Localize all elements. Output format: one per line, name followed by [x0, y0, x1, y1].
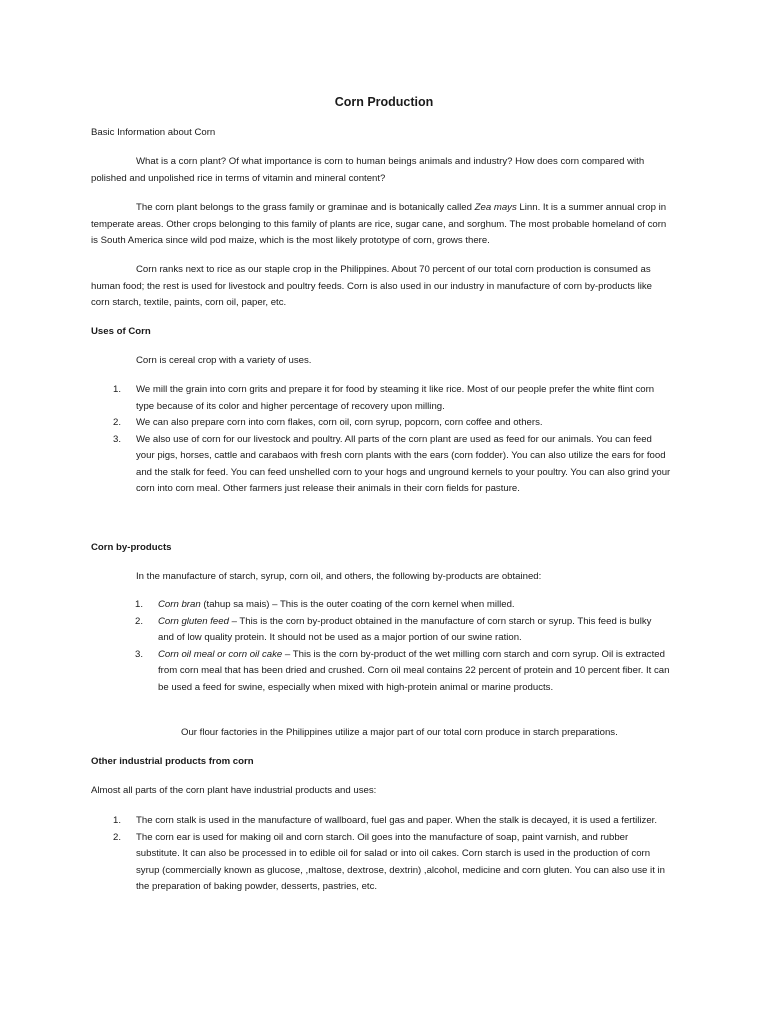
- list-text: [158, 647, 670, 697]
- list-number: 1.: [113, 815, 122, 826]
- list-item: [0, 614, 768, 647]
- list-text: [158, 597, 670, 614]
- byproducts-closing: Our flour factories in the Philippines utilize a major part of our total corn produce in starch preparations.: [181, 727, 618, 738]
- paragraph-corn-plant: [91, 200, 671, 250]
- byproduct-description: – This is the corn by-product of the wet milling corn starch and corn syrup. Oil is extracted from corn meal that has been dried and crushed. Corn oil meal contains 22 percent of protein and 10 percent fiber. It can be used a feed for swine, especially when mixed with high-protein animal or marine products.: [158, 648, 670, 693]
- byproduct-term: Corn bran: [158, 599, 201, 610]
- uses-intro: Corn is cereal crop with a variety of uses.: [136, 355, 312, 366]
- byproducts-list: [0, 597, 768, 696]
- list-number: 2.: [113, 831, 122, 843]
- byproduct-description: – This is the corn by-product obtained in the manufacture of corn starch or syrup. This feed is bulky and of low quality protein. It should not be used as a major portion of our swine ration.: [158, 615, 652, 643]
- byproduct-description: (tahup sa mais) – This is the outer coating of the corn kernel when milled.: [200, 599, 515, 610]
- list-number: 2.: [113, 417, 122, 428]
- byproduct-term: Corn gluten feed: [158, 615, 229, 627]
- list-number: 2.: [135, 615, 144, 627]
- botanical-name: Zea mays: [474, 202, 517, 213]
- list-text: The corn ear is used for making oil and corn starch. Oil goes into the manufacture of soap, paint varnish, and rubber substitute. It can also be processed in to edible oil for salad or into oil cakes. Corn starch is used in the production of corn syrup (commercially known as glucose, ,maltose, dextrose, dextrin) ,alcohol, medicine and corn gluten. You can also use it in the preparation of baking powder, desserts, pastries, etc.: [136, 831, 665, 892]
- p2-text-after: Linn. It is a summer annual crop in temperate areas. Other crops belonging to this family of plants are rice, sugar cane, and sorghum. The most probable homeland of corn is South America since wild pod maize, which is the most likely prototype of corn, grows there.: [91, 202, 667, 246]
- paragraph-intro-questions: What is a corn plant? Of what importance is corn to human beings animals and industry? How does corn compared with polished and unpolished rice in terms of vitamin and mineral content?: [91, 156, 645, 184]
- paragraph-corn-ranks: Corn ranks next to rice as our staple crop in the Philippines. About 70 percent of our total corn production is consumed as human food; the rest is used for livestock and poultry feeds. Corn is also used in our industry in manufacture of corn by-products like corn starch, textile, paints, corn oil, paper, etc.: [91, 264, 652, 308]
- list-item: [0, 830, 768, 896]
- industrial-intro: Almost all parts of the corn plant have industrial products and uses:: [91, 785, 377, 796]
- list-number: 3.: [113, 433, 122, 445]
- byproduct-term: Corn oil meal or corn oil cake: [158, 648, 283, 660]
- list-number: 1.: [135, 599, 144, 610]
- list-item: [0, 432, 768, 498]
- byproducts-intro: In the manufacture of starch, syrup, corn oil, and others, the following by-products are obtained:: [136, 571, 542, 582]
- list-text: [158, 614, 670, 647]
- industrial-list: [0, 813, 768, 896]
- list-text: We also use of corn for our livestock and poultry. All parts of the corn plant are used as feed for our animals. You can feed your pigs, horses, cattle and carabaos with fresh corn plants with the ears (corn fodder). You can also utilize the ears for food and the stalk for feed. You can feed unshelled corn to your hogs and unground kernels to your poultry. You can also grind your corn into corn meal. Other farmers just release their animals in their corn fields for pasture.: [136, 433, 671, 494]
- list-number: 1.: [113, 384, 122, 395]
- list-item: [0, 382, 768, 415]
- industrial-heading: Other industrial products from corn: [91, 756, 254, 767]
- list-item: [0, 647, 768, 697]
- list-text: The corn stalk is used in the manufacture of wallboard, fuel gas and paper. When the stalk is decayed, it is used a fertilizer.: [136, 815, 658, 826]
- list-item: [0, 597, 768, 614]
- list-item: [0, 415, 768, 432]
- byproducts-heading: Corn by-products: [91, 542, 172, 553]
- basic-info-heading: Basic Information about Corn: [91, 127, 216, 138]
- p2-text-before: The corn plant belongs to the grass family or graminae and is botanically called: [136, 202, 475, 213]
- list-item: [0, 813, 768, 830]
- document-title: Corn Production: [334, 95, 434, 109]
- uses-list: [0, 382, 768, 498]
- list-number: 3.: [135, 648, 144, 660]
- list-text: We mill the grain into corn grits and prepare it for food by steaming it like rice. Most of our people prefer the white flint corn type because of its color and higher percentage of recovery upon milling.: [136, 384, 655, 412]
- uses-heading: Uses of Corn: [91, 326, 151, 337]
- list-text: We can also prepare corn into corn flakes, corn oil, corn syrup, popcorn, corn coffee and others.: [136, 417, 543, 428]
